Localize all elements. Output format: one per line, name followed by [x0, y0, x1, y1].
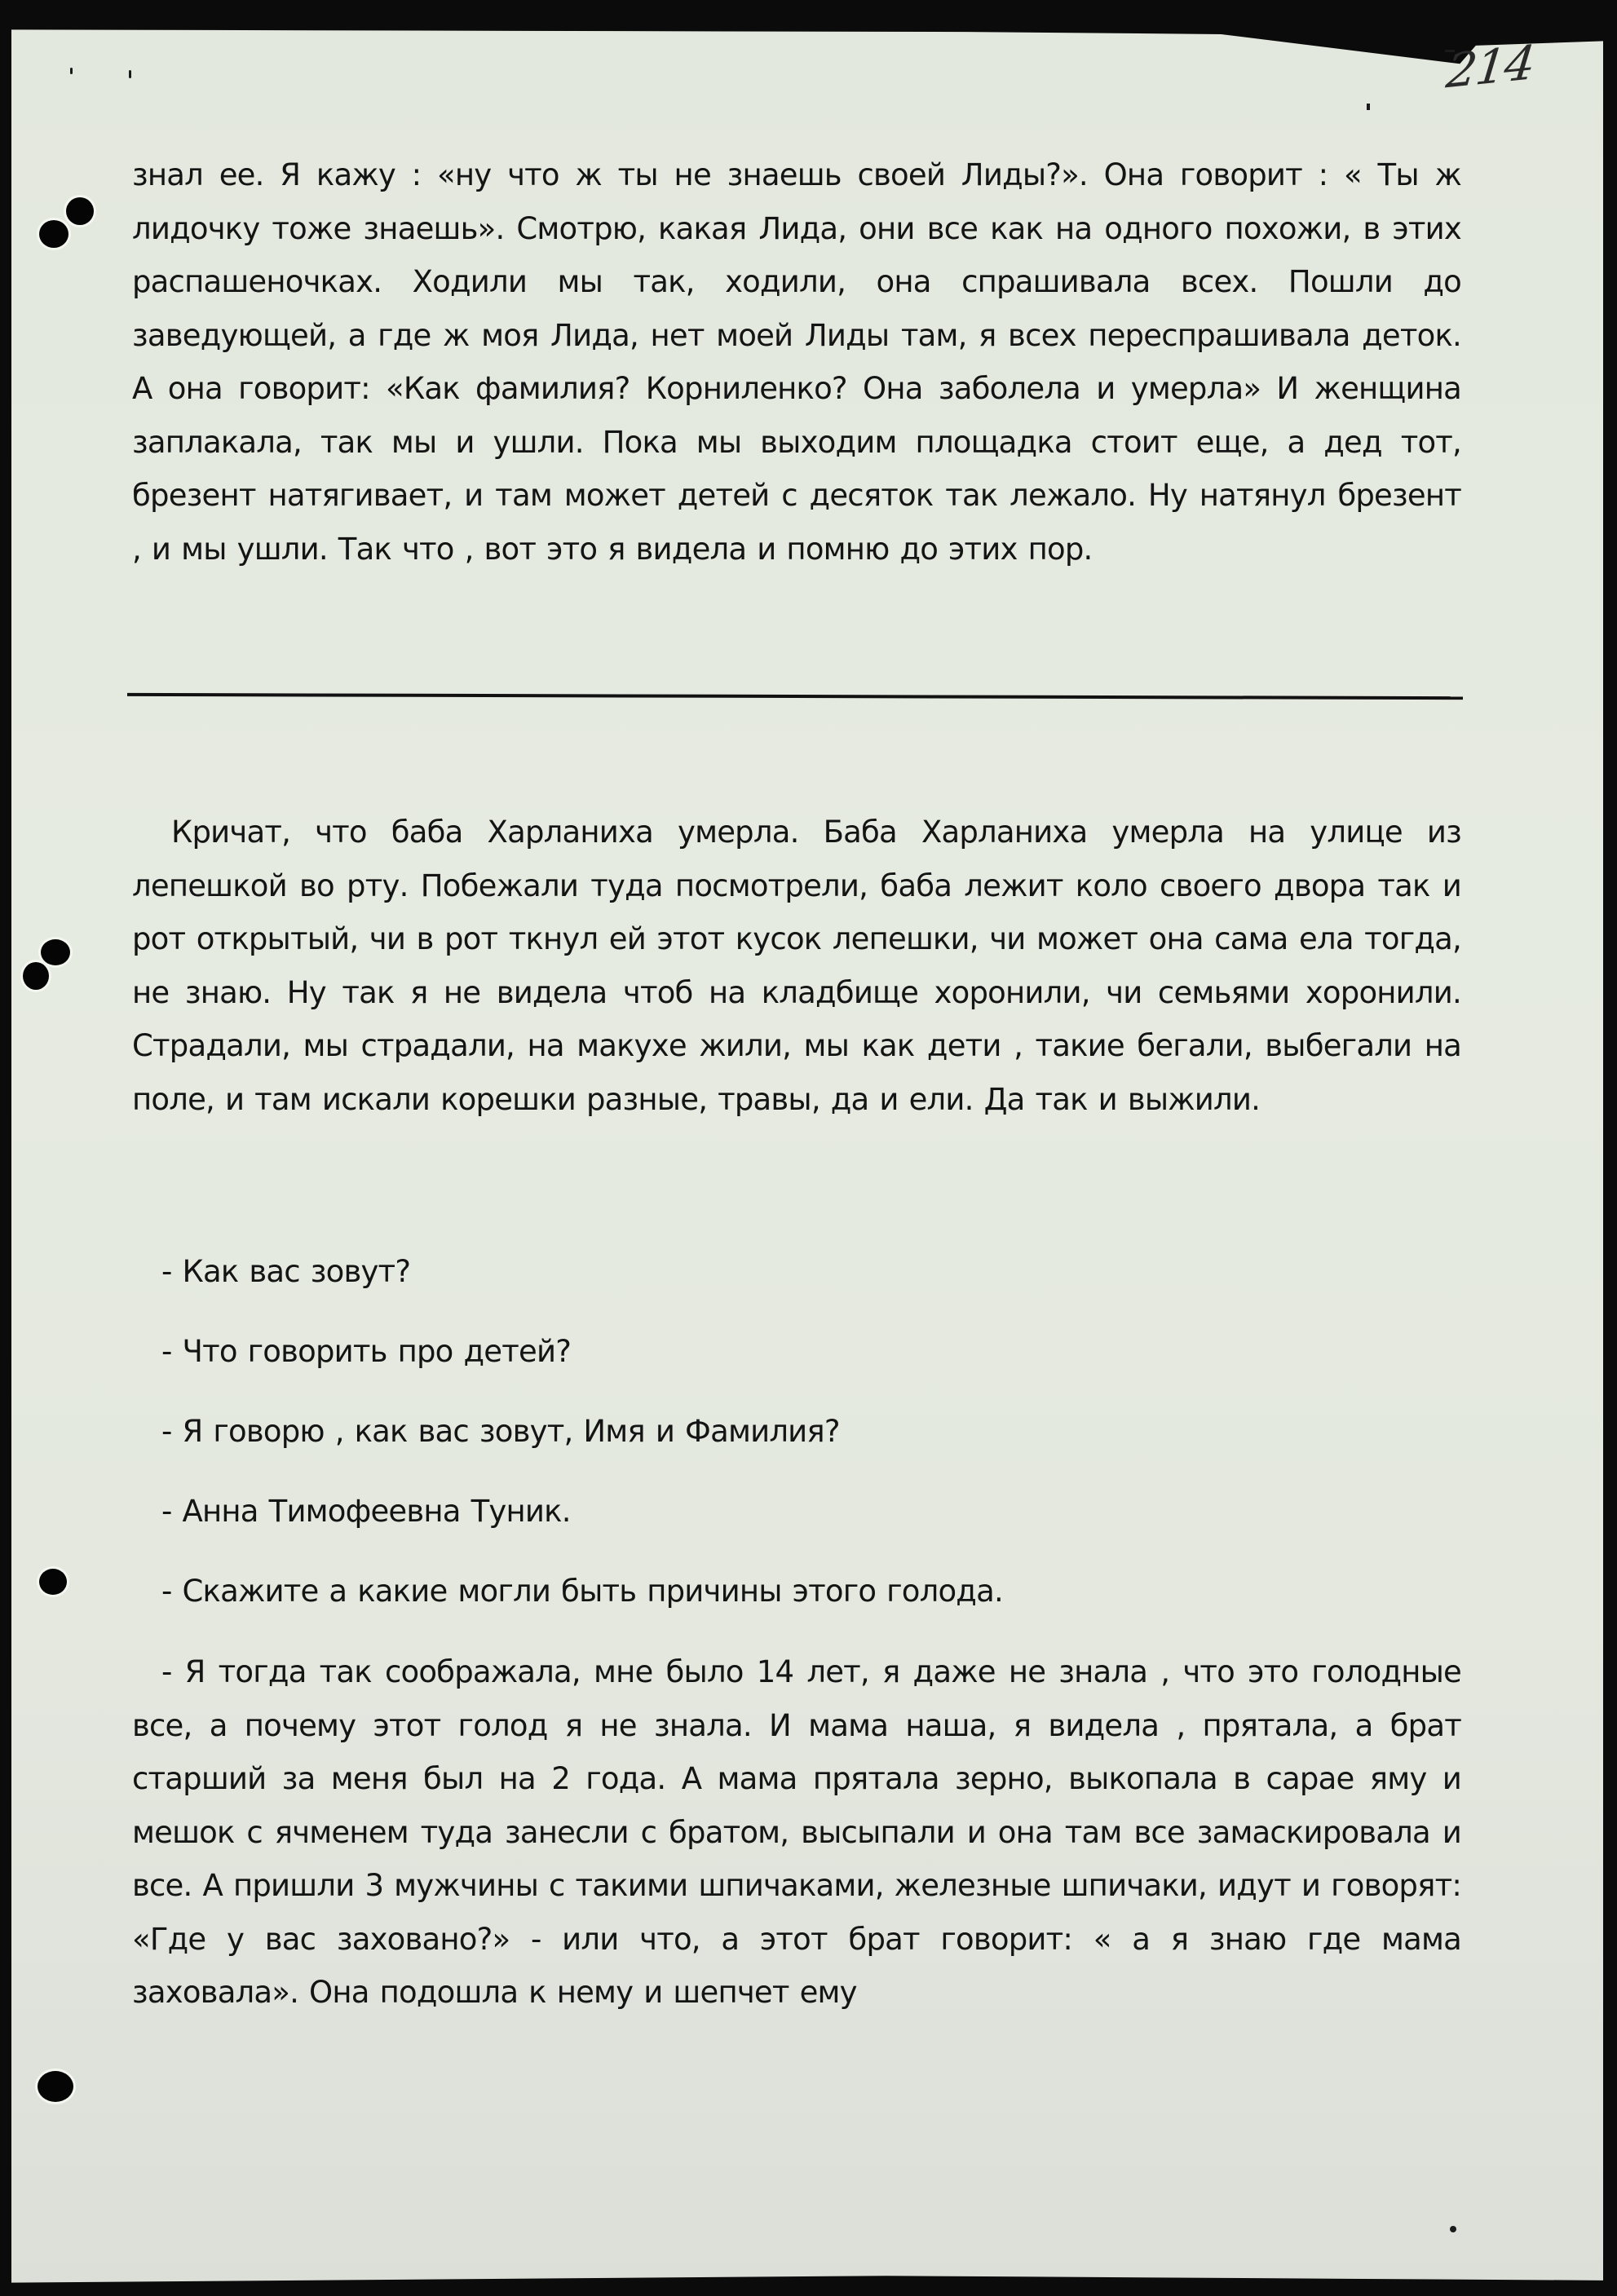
- punch-hole: [23, 962, 49, 990]
- dialogue-line: - Как вас зовут?: [161, 1254, 411, 1289]
- dialogue-line: - Анна Тимофеевна Туник.: [161, 1494, 571, 1529]
- second-paragraph-block: [132, 806, 1461, 1126]
- final-paragraph-block: [132, 1645, 1461, 2020]
- dialogue-line: - Скажите а какие могли быть причины этого голода.: [161, 1574, 1003, 1609]
- stray-mark: [1450, 2226, 1456, 2232]
- top-paragraph: знал ее. Я кажу : «ну что ж ты не знаешь своей Лиды?». Она говорит : « Ты ж лидочку тоже знаешь». Смотрю, какая Лида, они все как на одного похожи, в этих распашеночках. Ходили мы так, ходили, она спрашивала всех. Пошли до заведующей, а где ж моя Лида, нет моей Лиды там, я всех переспрашивала деток. А она говорит: «Как фамилия? Корниленко? Она заболела и умерла» И женщина заплакала, так мы и ушли. Пока мы выходим площадка стоит еще, а дед тот, брезент натягивает, и там может детей с десяток так лежало. Ну натянул брезент , и мы ушли. Так что , вот это я видела и помню до этих пор.: [132, 157, 1461, 567]
- stray-mark: [1367, 104, 1370, 110]
- punch-hole: [39, 1569, 67, 1595]
- stray-mark: [129, 70, 131, 78]
- final-paragraph: - Я тогда так соображала, мне было 14 лет, я даже не знала , что это голодные все, а почему этот голод я не знала. И мама наша, я видела , прятала, а брат старший за меня был на 2 года. А мама прятала зерно, выкопала в сарае яму и мешок с ячменем туда занесли с братом, высыпали и она там все замаскировала и все. А пришли 3 мужчины с такими шпичаками, железные шпичаки, идут и говорят: «Где у вас заховано?» - или что, а этот брат говорит: « а я знаю где мама заховала». Она подошла к нему и шепчет ему: [132, 1654, 1461, 2010]
- second-paragraph: Кричат, что баба Харланиха умерла. Баба Харланиха умерла на улице из лепешкой во рту. Побежали туда посмотрели, баба лежит коло своего двора так и рот открытый, чи в рот ткнул ей этот кусок лепешки, чи может она сама ела тогда, не знаю. Ну так я не видела чтоб на кладбище хоронили, чи семьями хоронили. Страдали, мы страдали, на макухе жили, мы как дети , такие бегали, выбегали на поле, и там искали корешки разные, травы, да и ели. Да так и выжили.: [132, 815, 1461, 1117]
- punch-hole: [38, 2071, 73, 2102]
- dialogue-line: - Что говорить про детей?: [161, 1334, 572, 1369]
- dialogue-line: - Я говорю , как вас зовут, Имя и Фамилия?: [161, 1414, 840, 1449]
- top-paragraph-block: [132, 148, 1461, 576]
- handwritten-page-number: 214: [1443, 34, 1537, 99]
- punch-hole: [41, 939, 70, 965]
- punch-hole: [39, 220, 68, 248]
- dialogue-block: [132, 1245, 1461, 1645]
- stray-mark: [70, 68, 73, 74]
- punch-hole: [66, 197, 94, 225]
